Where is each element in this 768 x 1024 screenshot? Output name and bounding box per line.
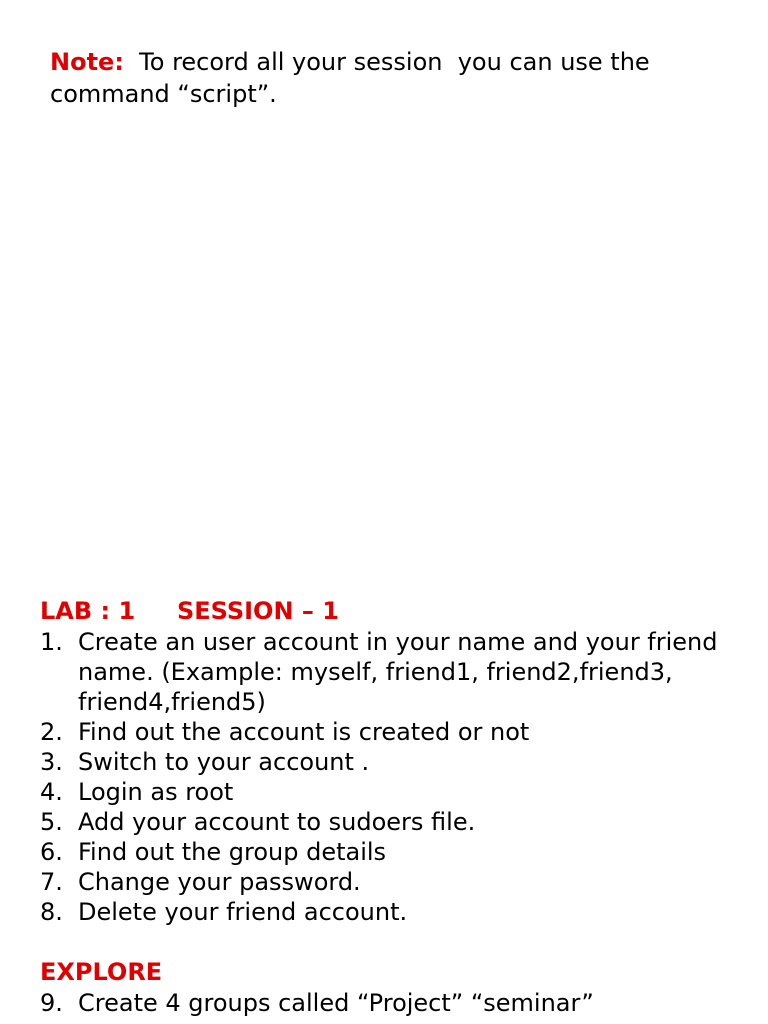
item-number: 9. [40,989,63,1017]
item-text: Add your account to sudoers file. [78,808,476,836]
lab-section [40,596,740,1018]
item-text: Delete your friend account. [78,898,408,926]
section-spacer [40,927,740,957]
item-text: Login as root [78,778,234,806]
list-item [40,988,740,1018]
item-number: 5. [40,808,63,836]
item-text: Find out the group details [78,838,387,866]
item-text: Find out the account is created or not [78,718,530,746]
item-text: Create 4 groups called “Project” “seminar” [78,989,594,1017]
item-number: 2. [40,718,63,746]
note-text: To record all your session you can use the command “script”. [50,48,658,108]
list-item [40,837,740,867]
lab-task-list [40,627,740,927]
list-item [40,777,740,807]
explore-task-list [40,988,740,1018]
list-item [40,867,740,897]
note-label: Note: [50,48,124,76]
list-item [40,627,740,717]
item-text: Change your password. [78,868,361,896]
item-text: Create an user account in your name and your friend name. (Example: myself, friend1, friend2,friend3, friend4,friend5) [78,628,718,716]
item-number: 8. [40,898,63,926]
item-number: 4. [40,778,63,806]
explore-heading: EXPLORE [40,958,163,986]
list-item [40,717,740,747]
list-item [40,747,740,777]
item-number: 6. [40,838,63,866]
list-item [40,897,740,927]
list-item [40,807,740,837]
item-number: 7. [40,868,63,896]
note-paragraph [50,46,730,110]
item-text: Switch to your account . [78,748,370,776]
item-number: 3. [40,748,63,776]
lab-heading: LAB : 1 SESSION – 1 [40,597,339,625]
item-number: 1. [40,628,63,656]
